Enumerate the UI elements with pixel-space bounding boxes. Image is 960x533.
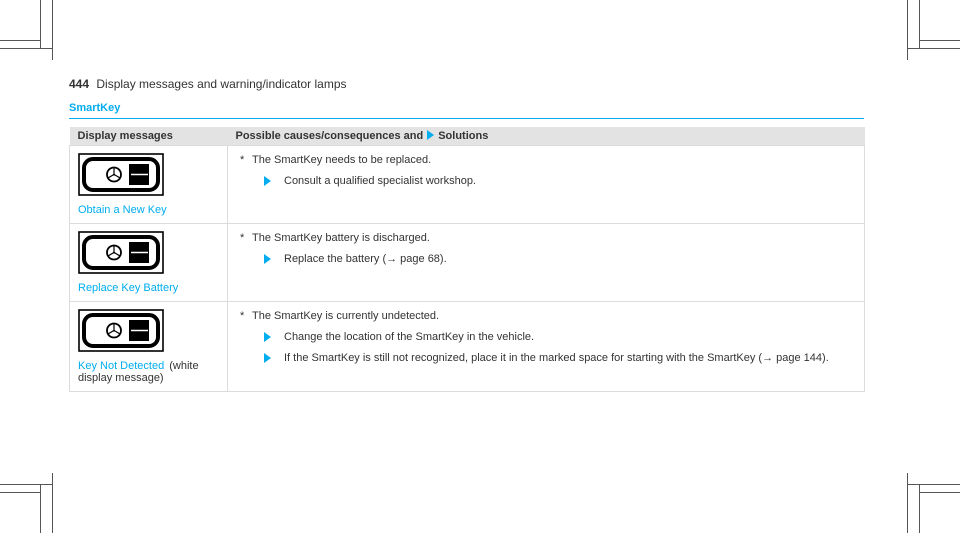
bullet-symbol: * <box>240 232 245 244</box>
page-number: 444 <box>69 77 90 91</box>
crop-mark <box>40 485 41 533</box>
cause-text: The SmartKey is currently undetected. <box>252 310 440 322</box>
table-row <box>70 146 865 224</box>
crop-mark <box>907 484 960 485</box>
crop-mark <box>907 0 908 60</box>
play-triangle-icon <box>264 351 284 365</box>
crop-mark <box>52 0 53 60</box>
smartkey-icon <box>78 153 164 196</box>
message-obtain-new-key: Obtain a New Key <box>78 204 167 216</box>
crop-mark <box>0 48 52 49</box>
section-title: SmartKey <box>69 102 121 114</box>
play-triangle-icon <box>264 174 284 188</box>
cause-text: The SmartKey battery is discharged. <box>252 232 430 244</box>
message-cell <box>70 146 228 224</box>
cause-cell <box>228 146 865 224</box>
crop-mark <box>0 484 52 485</box>
action-text: Replace the battery (→ page 68). <box>284 253 447 265</box>
col-header-display-messages: Display messages <box>70 127 228 146</box>
crop-mark <box>907 48 960 49</box>
page-header-title: Display messages and warning/indicator lamps <box>96 77 347 91</box>
crop-mark <box>0 40 40 41</box>
message-replace-key-battery: Replace Key Battery <box>78 282 179 294</box>
col-header-solutions: Solutions <box>438 130 489 142</box>
play-triangle-icon <box>264 252 284 266</box>
play-triangle-icon <box>427 130 434 140</box>
cause-cell <box>228 302 865 392</box>
bullet-symbol: * <box>240 310 245 322</box>
message-key-not-detected: Key Not Detected <box>78 360 165 372</box>
play-triangle-icon <box>264 330 284 344</box>
cause-text: The SmartKey needs to be replaced. <box>252 154 432 166</box>
crop-mark <box>0 492 40 493</box>
message-note: (white display message) <box>78 360 199 384</box>
crop-mark <box>919 492 960 493</box>
table-row <box>70 224 865 302</box>
action-text: Consult a qualified specialist workshop. <box>284 175 476 187</box>
section-divider <box>69 118 864 119</box>
cause-cell <box>228 224 865 302</box>
crop-mark <box>40 0 41 48</box>
crop-mark <box>919 40 960 41</box>
table-header-row <box>70 127 865 146</box>
crop-mark <box>52 473 53 533</box>
bullet-symbol: * <box>240 154 245 166</box>
page-header <box>69 77 347 91</box>
message-cell <box>70 302 228 392</box>
smartkey-icon <box>78 231 164 274</box>
action-text: Change the location of the SmartKey in the vehicle. <box>284 331 535 343</box>
message-cell <box>70 224 228 302</box>
action-text: If the SmartKey is still not recognized, place it in the marked space for starting with the SmartKey (→ page 144). <box>284 352 829 364</box>
crop-mark <box>907 473 908 533</box>
table-row <box>70 302 865 392</box>
col-header-causes-solutions <box>228 127 865 146</box>
display-messages-table <box>69 127 865 392</box>
smartkey-icon <box>78 309 164 352</box>
col-header-causes: Possible causes/consequences and <box>235 130 424 142</box>
